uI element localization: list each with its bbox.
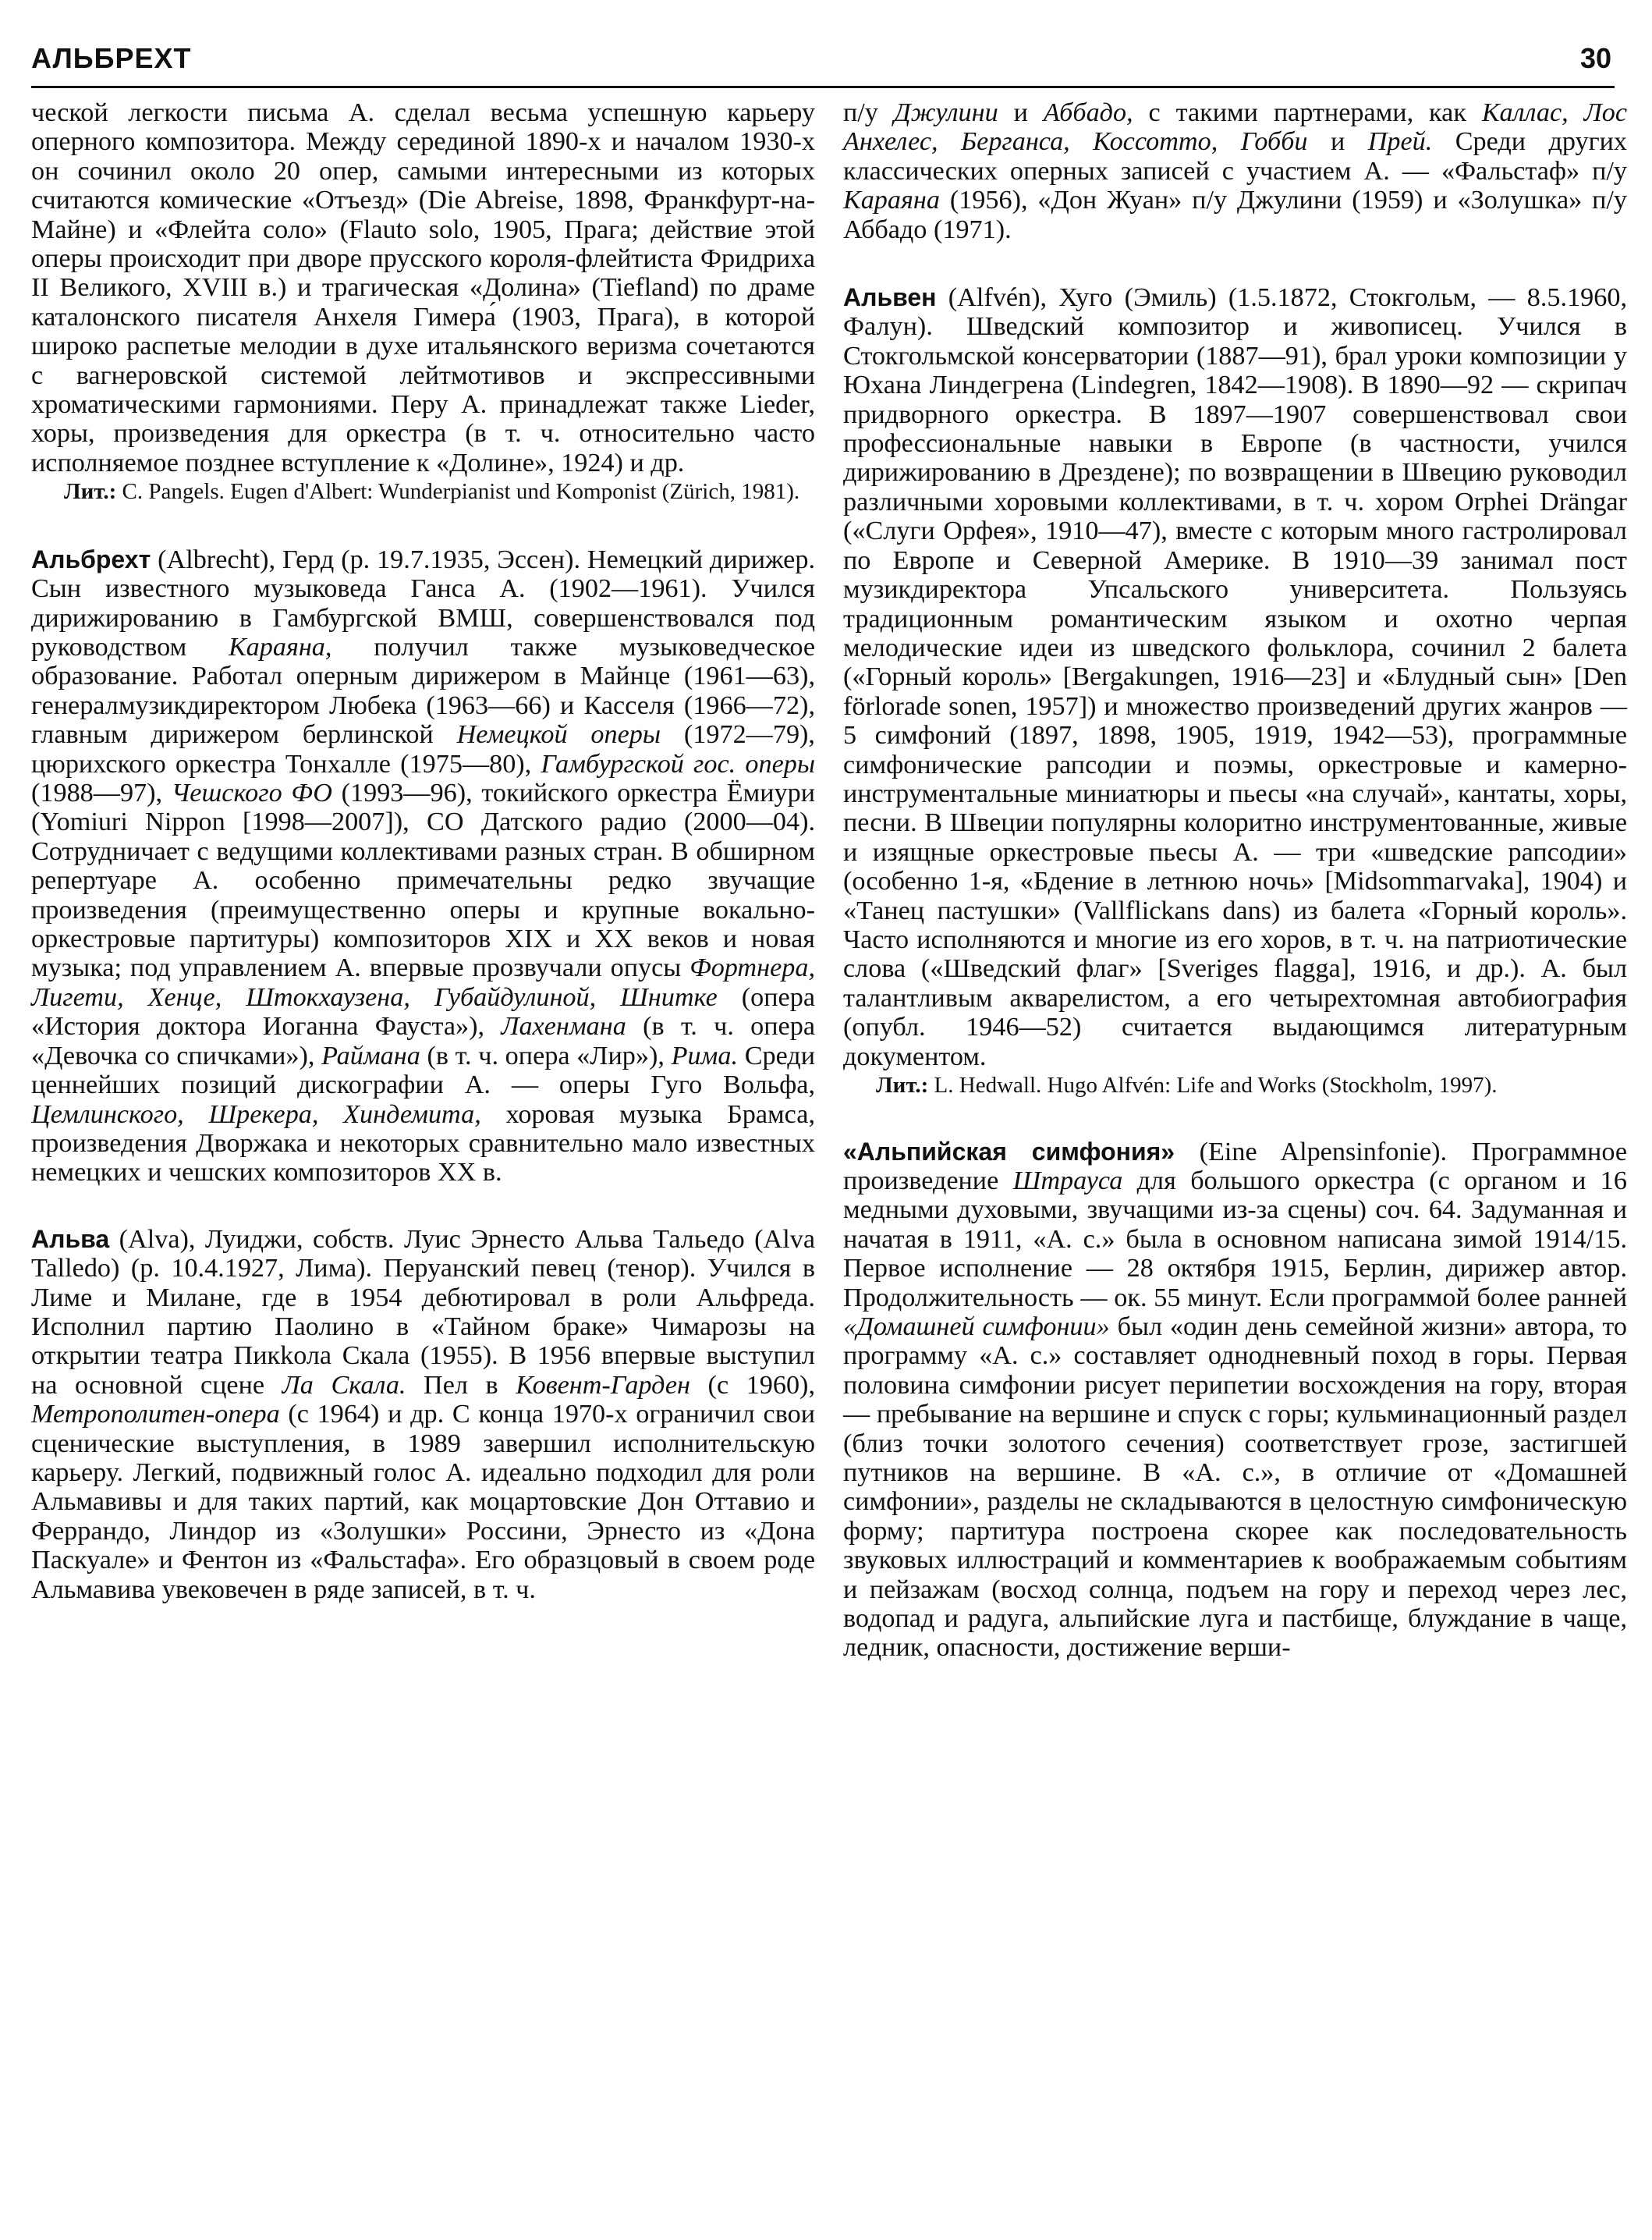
cross-reference: Джулини	[893, 98, 998, 127]
page-header	[31, 37, 1615, 88]
cross-reference: Прей.	[1367, 127, 1433, 157]
text-run: (Alva), Луиджи, собств. Луис Эрнесто Альва Тальедо (Alva Talledo) (р. 10.4.1927, Лима). Перуанский певец (тенор). Учился в Лиме и Милане, где в 1954 дебютировал в роли Альфреда. Исполнил партию Паолино в «Тайном браке» Чимарозы на открытии театра Пикkола Скала (1955). В 1956 впервые выступил на основной сцене	[31, 1224, 815, 1400]
literature-label: Лит.:	[876, 1073, 929, 1098]
page-number: 30	[1579, 42, 1611, 74]
right-column	[843, 98, 1627, 1700]
literature-label: Лит.:	[64, 479, 117, 505]
running-head: АЛЬБРЕХТ	[31, 42, 192, 74]
literature-text: C. Pangels. Eugen d'Albert: Wunderpianist und Komponist (Zürich, 1981).	[116, 479, 800, 505]
headword-alfven: Альвен	[843, 283, 937, 312]
cross-reference: Чешского ФО	[171, 779, 332, 808]
text-run: Среди ценнейших позиций дискографии А. — оперы Гуго Вольфа,	[31, 1041, 816, 1100]
text-run: (1972—79), цюрихского оркестра Тонхалле (1975—80),	[31, 720, 815, 779]
entry-text	[843, 283, 1627, 1071]
text-run: для большого оркестра (с органом и 16 медными духовыми, звучащими из-за сцены) соч. 64. Задуманная и начатая в 1911, «А. с.» была в основном написана зимой 1914/15. Первое исполнение — 28 октября 1915, Берлин, дирижер автор. Продолжительность — ок. 55 минут. Если программой более ранней	[843, 1166, 1627, 1312]
cross-reference: Гамбургской гос. оперы	[541, 749, 815, 779]
text-run: (1993—96), токийского оркестра Ёмиури (Yomiuri Nippon [1998—2007]), СО Датского радио (2000—04). Сотрудничает с ведущими коллективами разных стран. В обширном репертуаре А. особенно примечательны редко звучащие произведения (преимущественно оперы и крупные вокально-оркестровые партитуры) композиторов XIX и XX веков и новая музыка; под управлением А. впервые прозвучали опусы	[31, 779, 815, 983]
entry-albert-continuation	[31, 98, 815, 506]
entry-text	[843, 98, 1627, 244]
cross-reference: Ла Скала.	[282, 1370, 406, 1400]
text-run: получил также музыковедческое образование. Работал оперным дирижером в Майнце (1961—63), генералмузикдиректором Любека (1963—66) и Касселя (1966—72), главным дирижером берлинской	[31, 633, 815, 750]
text-run: (с 1960),	[690, 1370, 815, 1400]
cross-reference: Караяна,	[228, 633, 332, 662]
text-run: хоровая музыка Брамса, произведения Дворжака и некоторых сравнительно мало известных немецких и чешских композиторов XX в.	[31, 1099, 815, 1187]
text-run: п/у	[843, 98, 894, 127]
headword-alpine-symphony: «Альпийская симфония»	[843, 1137, 1175, 1166]
headword-alva: Альва	[31, 1224, 110, 1253]
literature-note	[31, 477, 815, 506]
text-run: (Eine Alpensinfonie). Программное произведение	[843, 1137, 1628, 1195]
text-run: и	[1307, 127, 1368, 157]
cross-reference: Ковент-Гарден	[516, 1370, 690, 1400]
cross-reference: Раймана	[321, 1041, 420, 1070]
text-run: (в т. ч. опера «Лир»),	[420, 1041, 672, 1070]
text-run: (Alfvén), Хуго (Эмиль) (1.5.1872, Стокгольм, — 8.5.1960, Фалун). Шведский композитор и живописец. Учился в Стокгольмской консерватории (1887—91), брал уроки композиции у Юхана Линдегрена (Lindegren, 1842—1908). В 1890—92 — скрипач придворного оркестра. В 1897—1907 совершенствовал свои профессиональные навыки в Европе (в частности, учился дирижированию в Дрездене); по возвращении в Швецию руководил различными хоровыми коллективами, в т. ч. хором Orphei Drängar («Слуги Орфея», 1910—47), вместе с которым много гастролировал по Европе и Северной Америке. В 1910—39 занимал пост музикдиректора Упсальского университета. Пользуясь традиционным романтическим языком и охотно черпая мелодические идеи из шведского фольклора, сочинил 2 балета («Горный король» [Bergakungen, 1916—23] и «Блудный сын» [Den förlorade sonen, 1957]) и множество произведений других жанров — 5 симфоний (1897, 1898, 1905, 1919, 1942—53), программные симфонические рапсодии и поэмы, оркестровые и камерно-инструментальные миниатюры и пьесы «на случай», кантаты, хоры, песни. В Швеции популярны колоритно инструментованные, живые и изящные оркестровые пьесы А. — три «шведские рапсодии» (особенно 1-я, «Бдение в летнюю ночь» [Midsommarvaka], 1904) и «Танец пастушки» (Vallflickans dans) из балета «Горный король». Часто исполняются и многие из его хоров, в т. ч. на патриотические слова («Шведский флаг» [Sveriges flagga], 1916, и др.). А. был талантливым акварелистом, а его четырехтомная автобиография (опубл. 1946—52) считается выдающимся литературным документом.	[843, 283, 1627, 1071]
left-column	[31, 98, 815, 1642]
headword-albrecht: Альбрехт	[31, 545, 151, 573]
entry-alva-continuation	[843, 98, 1627, 244]
entry-text: ческой легкости письма А. сделал весьма успешную карьеру оперного композитора. Между серединой 1890-х и началом 1930-х он сочинил около 20 опер, самыми интересными из которых считаются комические «Отъезд» (Die Abreise, 1898, Франкфурт-на-Майне) и «Флейта соло» (Flauto solo, 1905, Прага; действие этой оперы происходит при дворе прусского короля-флейтиста Фридриха II Великого, XVIII в.) и трагическая «Долина» (Tiefland) по драме каталонского писателя Анхеля Гимера́ (1903, Прага), в которой широко распетые мелодии в духе итальянского веризма сочетаются с вагнеровской системой лейтмотивов и экспрессивными хроматическими гармониями. Перу А. принадлежат также Lieder, хоры, произведения для оркестра (в т. ч. относительно часто исполняемое позднее вступление к «Долине», 1924) и др.	[31, 98, 815, 477]
cross-reference: Штрауса	[1012, 1166, 1123, 1195]
cross-reference: Каллас, Лос Анхелес, Берганса, Коссотто, Гобби	[843, 98, 1628, 157]
cross-reference: Караяна	[843, 186, 940, 215]
entry-text	[843, 1138, 1627, 1663]
entry-alva	[31, 1225, 815, 1604]
cross-reference: Аббадо,	[1043, 98, 1133, 127]
text-run: Пел в	[406, 1370, 516, 1400]
text-run: с такими партнерами, как	[1133, 98, 1482, 127]
text-run: (опера «История доктора Иоганна Фауста»),	[31, 982, 816, 1042]
entry-text	[31, 1225, 815, 1604]
cross-reference: Лахенмана	[501, 1012, 626, 1042]
cross-reference: Рима.	[671, 1041, 739, 1070]
literature-note	[843, 1071, 1627, 1100]
entry-text	[31, 545, 815, 1187]
cross-reference: «Домашней симфонии»	[843, 1312, 1110, 1341]
entry-alfven	[843, 283, 1627, 1099]
cross-reference: Немецкой оперы	[456, 720, 661, 750]
text-run: был «один день семейной жизни» автора, то программу «А. с.» составляет однодневный поход в горы. Первая половина симфонии рисует перипетии восхождения на гору, вторая — пребывание на вершине и спуск с горы; кульминационный раздел (близ точки золотого сечения) соответствует грозе, застигшей путников на вершине. В «А. с.», в отличие от «Домашней симфонии», разделы не складываются в целостную симфоническую форму; партитура построена скорее как последовательность звуковых иллюстраций и комментариев к воображаемым событиям и пейзажам (восход солнца, подъем на гору и переход через лес, водопад и радуга, альпийские луга и пастбище, блуждание в чаще, ледник, опасности, достижение верши-	[843, 1312, 1627, 1663]
text-run: Среди других классических оперных записей с участием А. — «Фальстаф» п/у	[843, 127, 1628, 186]
literature-text: L. Hedwall. Hugo Alfvén: Life and Works (Stockholm, 1997).	[928, 1073, 1498, 1098]
cross-reference: Фортнера, Лигети, Хенце, Штокхаузена, Губайдулиной, Шнитке	[31, 953, 815, 1012]
text-run: и	[998, 98, 1044, 127]
cross-reference: Цемлинского, Шрекера, Хиндемита,	[31, 1099, 481, 1129]
text-run: (1988—97),	[31, 779, 172, 808]
text-run: (в т. ч. опера «Девочка со спичками»),	[31, 1012, 815, 1070]
text-run: (с 1964) и др. С конца 1970-х ограничил свои сценические выступления, в 1989 завершил исполнительскую карьеру. Легкий, подвижный голос А. идеально подходил для роли Альмавивы и для таких партий, как моцартовские Дон Оттавио и Феррандо, Линдор из «Золушки» Россини, Эрнесто из «Дона Паскуале» и Фентон из «Фальстафа». Его образцовый в своем роде Альмавива увековечен в ряде записей, в т. ч.	[31, 1400, 815, 1604]
entry-albrecht	[31, 545, 815, 1187]
text-run: (Albrecht), Герд (р. 19.7.1935, Эссен). Немецкий дирижер. Сын известного музыковеда Ганса А. (1902—1961). Учился дирижированию в Гамбургской ВМШ, совершенствовался под руководством	[31, 545, 815, 662]
cross-reference: Метрополитен-опера	[31, 1400, 280, 1429]
entry-alpine-symphony	[843, 1138, 1627, 1663]
text-run: (1956), «Дон Жуан» п/у Джулини (1959) и «Золушка» п/у Аббадо (1971).	[843, 186, 1627, 244]
